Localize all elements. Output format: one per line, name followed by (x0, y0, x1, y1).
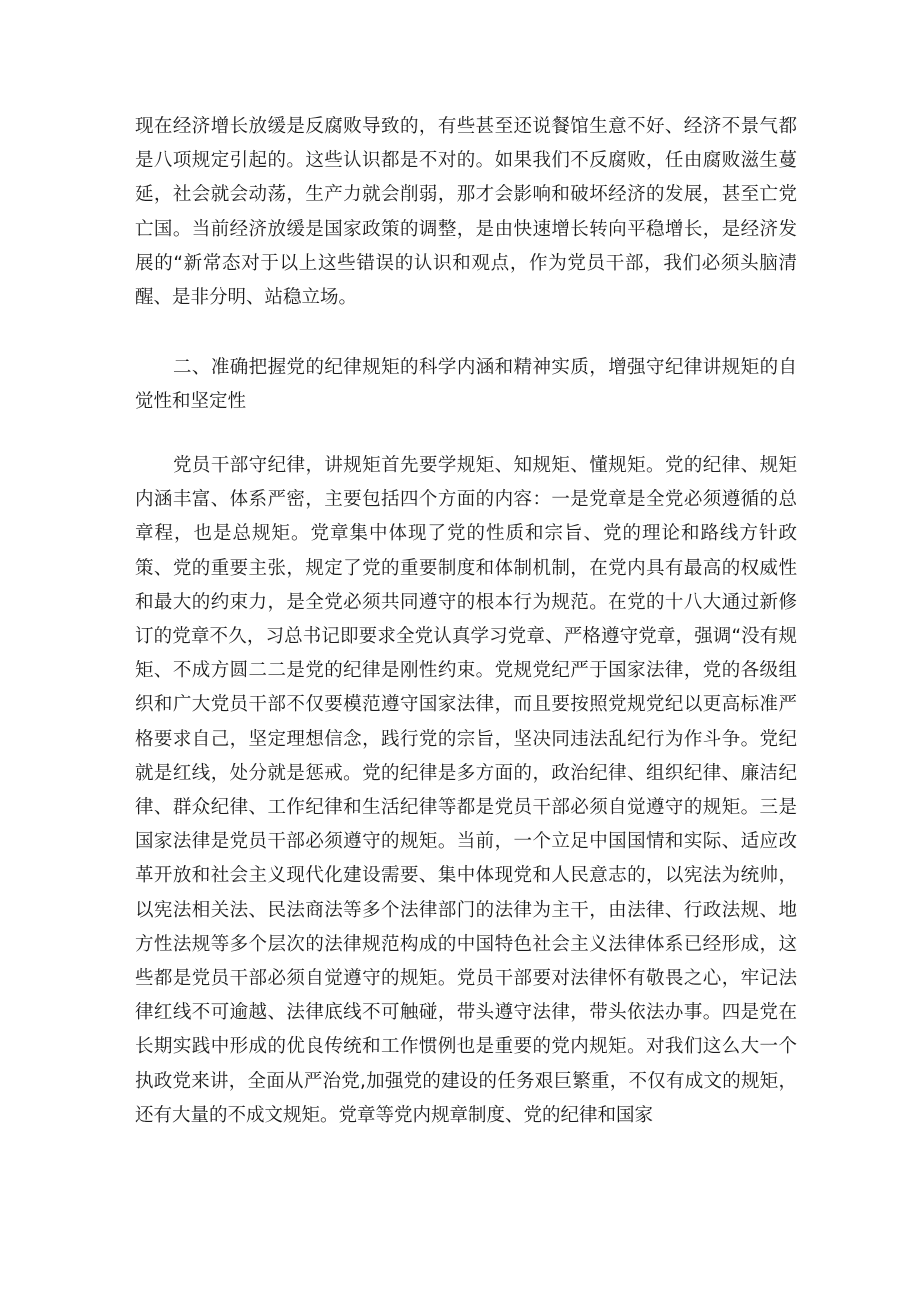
body-paragraph-1: 现在经济增长放缓是反腐败导致的，有些甚至还说餐馆生意不好、经济不景气都是八项规定引起的。这些认识都是不对的。如果我们不反腐败，任由腐败滋生蔓延，社会就会动荡，生产力就会削弱，那才会影响和破坏经济的发展，甚至亡党亡国。当前经济放缓是国家政策的调整，是由快速增长转向平稳增长，是经济发展的“新常态对于以上这些错误的认识和观点，作为党员干部，我们必须头脑清醒、是非分明、站稳立场。 (135, 116, 797, 309)
section-heading: 二、准确把握党的纪律规矩的科学内涵和精神实质，增强守纪律讲规矩的自觉性和坚定性 (135, 357, 797, 413)
body-paragraph-2: 党员干部守纪律，讲规矩首先要学规矩、知规矩、懂规矩。党的纪律、规矩内涵丰富、体系严密，主要包括四个方面的内容：一是党章是全党必须遵循的总章程，也是总规矩。党章集中体现了党的性质和宗旨、党的理论和路线方针政策、党的重要主张，规定了党的重要制度和体制机制，在党内具有最高的权威性和最大的约束力，是全党必须共同遵守的根本行为规范。在党的十八大通过新修订的党章不久，习总书记即要求全党认真学习党章、严格遵守党章，强调“没有规矩、不成方圆二二是党的纪律是刚性约束。党规党纪严于国家法律，党的各级组织和广大党员干部不仅要模范遵守国家法律，而且要按照党规党纪以更高标准严格要求自己，坚定理想信念，践行党的宗旨，坚决同违法乱纪行为作斗争。党纪就是红线，处分就是惩戒。党的纪律是多方面的，政治纪律、组织纪律、廉洁纪律、群众纪律、工作纪律和生活纪律等都是党员干部必须自觉遵守的规矩。三是国家法律是党员干部必须遵守的规矩。当前，一个立足中国国情和实际、适应改革开放和社会主义现代化建设需要、集中体现党和人民意志的，以宪法为统帅，以宪法相关法、民法商法等多个法律部门的法律为主干，由法律、行政法规、地方性法规等多个层次的法律规范构成的中国特色社会主义法律体系已经形成，这些都是党员干部必须自觉遵守的规矩。党员干部要对法律怀有敬畏之心，牢记法律红线不可逾越、法律底线不可触碰，带头遵守法律，带头依法办事。四是党在长期实践中形成的优良传统和工作惯例也是重要的党内规矩。对我们这么大一个执政党来讲，全面从严治党,加强党的建设的任务艰巨繁重，不仅有成文的规矩，还有大量的不成文规矩。党章等党内规章制度、党的纪律和国家 (135, 455, 797, 1126)
